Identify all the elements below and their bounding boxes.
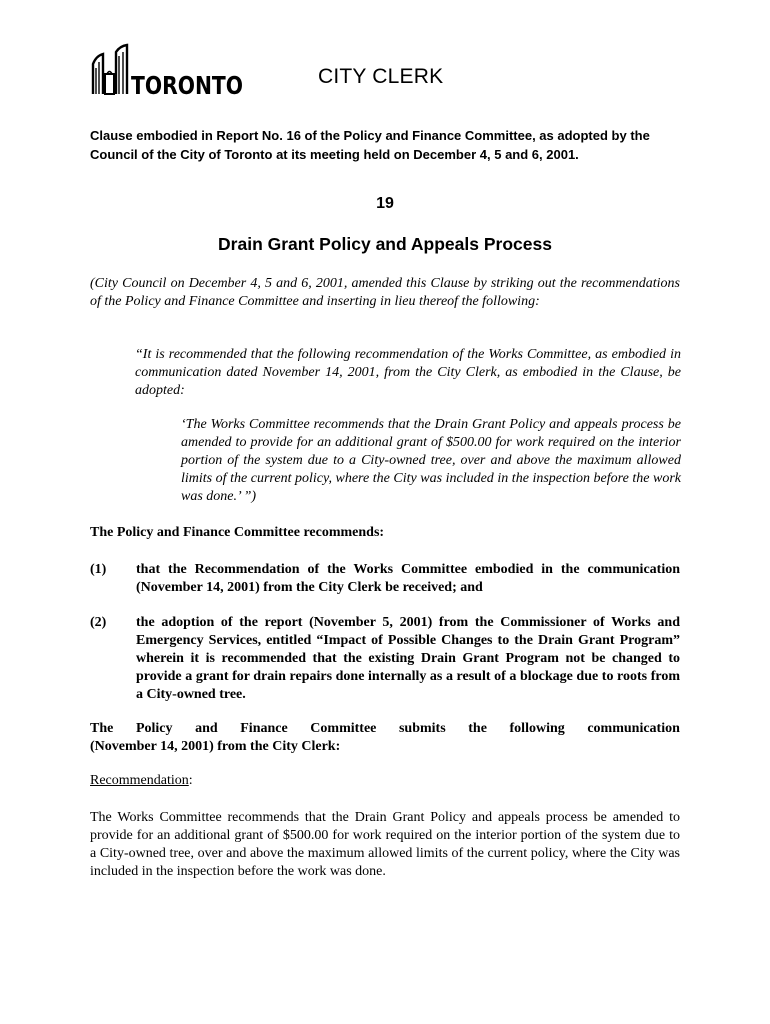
- submits-line-2: (November 14, 2001) from the City Clerk:: [90, 739, 341, 754]
- recommendation-number: (1): [90, 562, 107, 577]
- recommendation-text: that the Recommendation of the Works Committee embodied in the communication (November 14, 2001) from the City Clerk be received; and: [136, 562, 680, 595]
- city-hall-logo-icon: [90, 44, 250, 100]
- clause-intro: Clause embodied in Report No. 16 of the Policy and Finance Committee, as adopted by the Council of the City of Toronto at its meeting held on December 4, 5 and 6, 2001.: [90, 128, 650, 162]
- recommendation-label-colon: :: [188, 773, 193, 788]
- works-committee-quote: ‘The Works Committee recommends that the Drain Grant Policy and appeals process be amended to provide for an additional grant of $500.00 for work required on the interior portion of the system due to a City-owned tree, over and above the maximum allowed limits of the current policy, where the City was included in the inspection before the work was done.’ ”): [181, 417, 681, 504]
- logo-wordmark: TORONTO: [131, 71, 243, 100]
- recommendation-item: [90, 614, 680, 706]
- submits-word: communication: [587, 721, 680, 736]
- recommendation-label: [90, 772, 193, 790]
- council-amendment-note: (City Council on December 4, 5 and 6, 2001, amended this Clause by striking out the recommendations of the Policy and Finance Committee and inserting in lieu thereof the following:: [90, 276, 680, 309]
- submits-word: following: [509, 721, 565, 736]
- page-header: [90, 44, 690, 100]
- submits-word: Finance: [240, 721, 288, 736]
- submits-word: Policy: [135, 721, 173, 736]
- recommendation-label-text: Recommendation: [90, 773, 189, 788]
- submits-word: submits: [398, 721, 446, 736]
- item-number: 19: [376, 195, 394, 212]
- recommendation-number: (2): [90, 615, 107, 630]
- submits-word: the: [468, 721, 487, 736]
- council-quote: “It is recommended that the following recommendation of the Works Committee, as embodied in communication dated November 14, 2001, from the City Clerk, as embodied in the Clause, be adopted:: [135, 347, 681, 398]
- submits-statement: [90, 720, 680, 756]
- submits-line-1: [90, 720, 680, 738]
- submits-word: and: [195, 721, 218, 736]
- submits-word: Committee: [310, 721, 377, 736]
- submits-word: The: [90, 721, 114, 736]
- recommendation-text: the adoption of the report (November 5, 2001) from the Commissioner of Works and Emergency Services, entitled “Impact of Possible Changes to the Drain Grant Program” wherein it is recommended that the existing Drain Grant Program not be changed to provide a grant for drain repairs done internally as a result of a blockage due to roots from a City-owned tree.: [136, 615, 680, 702]
- recommendation-item: [90, 561, 680, 601]
- document-title: Drain Grant Policy and Appeals Process: [218, 234, 552, 254]
- toronto-logo: [90, 44, 250, 100]
- recommends-heading: The Policy and Finance Committee recommends:: [90, 525, 385, 540]
- document-heading: CITY CLERK: [318, 65, 444, 88]
- recommendation-body: The Works Committee recommends that the Drain Grant Policy and appeals process be amended to provide for an additional grant of $500.00 for work required on the interior portion of the system due to a City-owned tree, over and above the maximum allowed limits of the current policy, where the City was included in the inspection before the work was done.: [90, 810, 680, 879]
